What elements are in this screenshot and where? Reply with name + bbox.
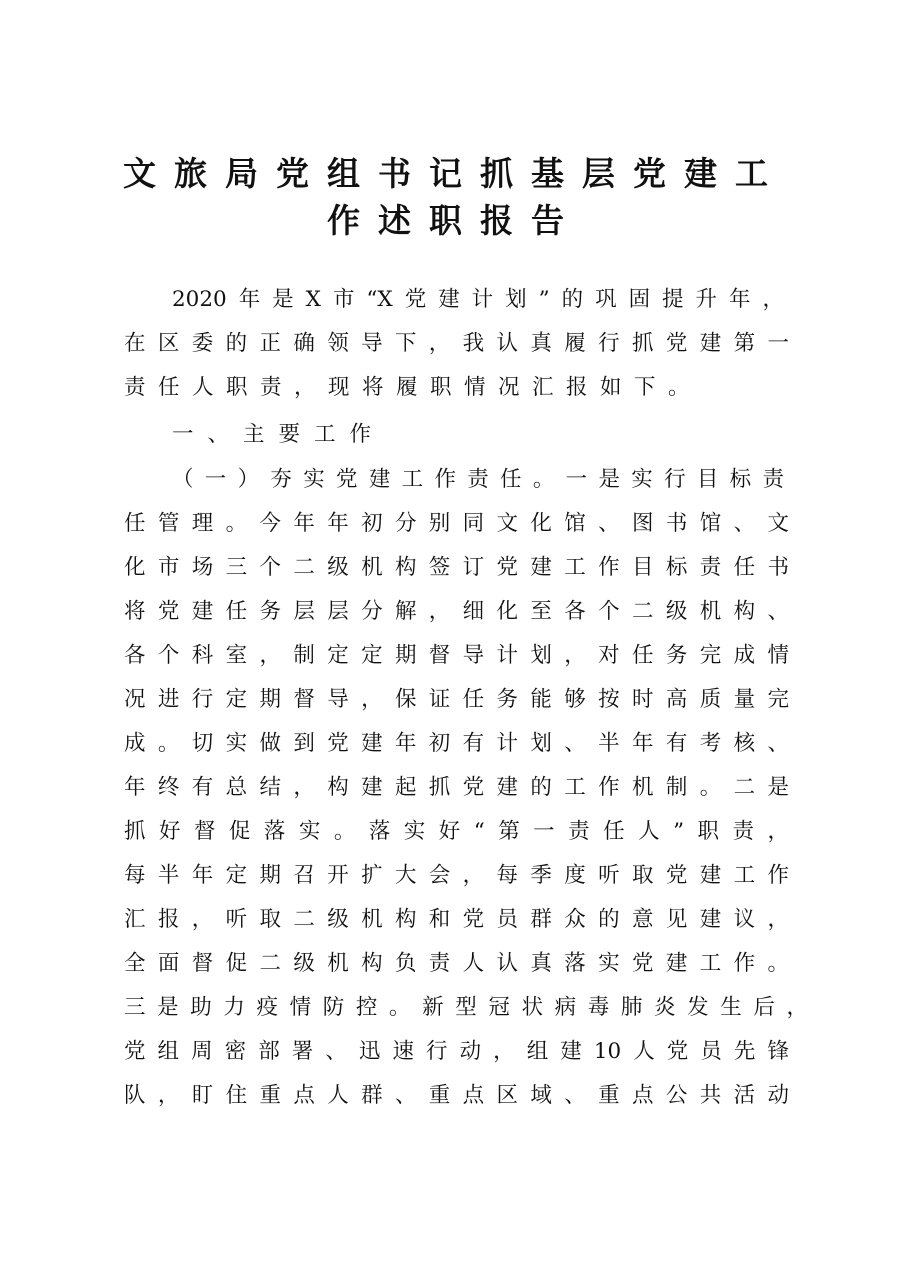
document-title-line-2: 作述职报告 [327,201,582,240]
body-line-6: 况进行定期督导，保证任务能够按时高质量完 [124,687,789,712]
intro-line-2: 在区委的正确领导下，我认真履行抓党建第一 [124,331,789,356]
body-line-4: 将党建任务层层分解，细化至各个二级机构、 [124,599,789,624]
body-line-3: 化市场三个二级机构签订党建工作目标责任书 [124,555,789,580]
body-line-11: 汇报，听取二级机构和党员群众的意见建议， [124,907,789,932]
body-line-9: 抓好督促落实。落实好“第一责任人”职责， [124,819,789,844]
intro-line-1: 2020年是X市“X党建计划”的巩固提升年， [172,287,785,312]
body-line-14: 党组周密部署、迅速行动，组建10人党员先锋 [124,1039,789,1064]
body-line-5: 各个科室，制定定期督导计划，对任务完成情 [124,643,789,668]
body-line-10: 每半年定期召开扩大会，每季度听取党建工作 [124,863,789,888]
document-title-line-1: 文旅局党组书记抓基层党建工 [123,154,786,193]
body-line-15: 队，盯住重点人群、重点区域、重点公共活动 [124,1083,789,1108]
body-line-8: 年终有总结，构建起抓党建的工作机制。二是 [124,775,789,800]
body-line-7: 成。切实做到党建年初有计划、半年有考核、 [124,731,789,756]
body-line-1: （一）夯实党建工作责任。一是实行目标责 [172,467,784,492]
body-line-13: 三是助力疫情防控。新型冠状病毒肺炎发生后， [124,995,808,1020]
body-line-2: 任管理。今年年初分别同文化馆、图书馆、文 [124,511,789,536]
intro-line-3: 责任人职责，现将履职情况汇报如下。 [124,375,703,400]
body-line-12: 全面督促二级机构负责人认真落实党建工作。 [124,951,789,976]
section-heading: 一、主要工作 [172,422,386,447]
